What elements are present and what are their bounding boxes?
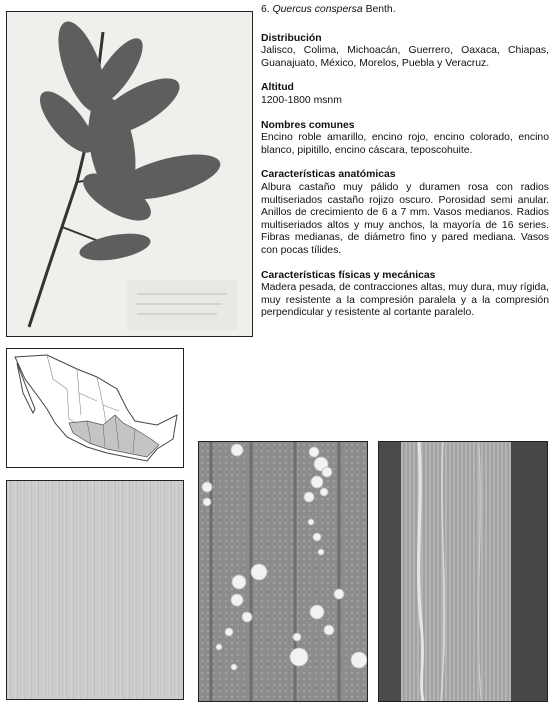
section-altitud <box>261 82 549 107</box>
section-heading: Altitud <box>261 82 294 94</box>
section-text: Encino roble amarillo, encino rojo, encino colorado, encino blanco, pipitillo, encino cáscara, teposcohuite. <box>261 132 549 156</box>
species-author: Benth. <box>365 4 396 15</box>
section-anatomicas <box>261 169 549 257</box>
section-text: 1200-1800 msnm <box>261 94 342 106</box>
wood-radial-section-image <box>378 441 548 702</box>
wood-cross-section-image <box>198 441 368 702</box>
species-name: Quercus conspersa <box>272 4 363 15</box>
section-distribucion <box>261 33 549 71</box>
section-text: Madera pesada, de contracciones altas, muy dura, muy rígida, muy resistente a la compresión paralela y a la compresión perpendicular y resistente al cortante paralelo. <box>261 282 549 319</box>
section-text: Jalisco, Colima, Michoacán, Guerrero, Oaxaca, Chiapas, Guanajuato, México, Morelos, Puebla y Veracruz. <box>261 45 549 69</box>
distribution-map <box>6 348 184 468</box>
section-fisicas <box>261 270 549 320</box>
section-heading: Distribución <box>261 32 322 44</box>
section-heading: Características anatómicas <box>261 169 396 181</box>
species-number: 6. <box>261 4 270 15</box>
section-heading: Nombres comunes <box>261 119 355 131</box>
section-text: Albura castaño muy pálido y duramen rosa con radios multiseriados castaño rojizo oscuro. Porosidad semi anular. Anillos de crecimiento de 6 a 7 mm. Vasos medianos. Radios multiseriados altos y muy anchos, la mayoría de 16 series. Fibras medianas, de diámetro fino y pared mediana. Vasos con pocas tílides. <box>261 181 549 256</box>
species-description <box>261 4 549 332</box>
section-heading: Características físicas y mecánicas <box>261 269 436 281</box>
species-title <box>261 4 549 17</box>
wood-tangential-section-image <box>6 480 184 700</box>
section-nombres-comunes <box>261 120 549 158</box>
herbarium-specimen-image <box>6 11 253 337</box>
